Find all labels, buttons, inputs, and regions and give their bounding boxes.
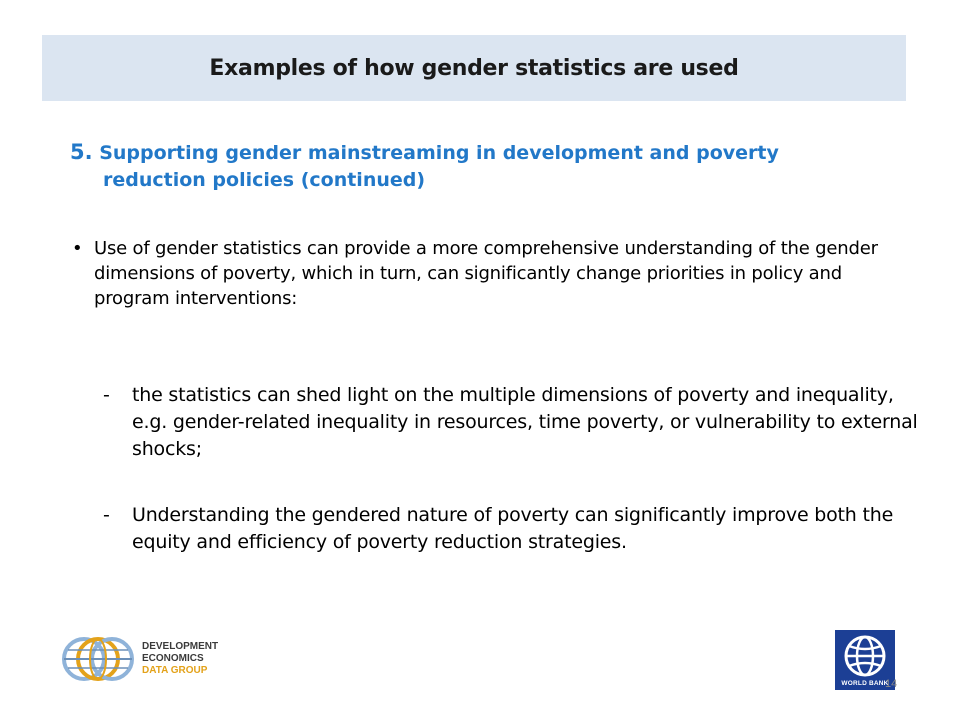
logo-line-2: DATA GROUP [142,665,208,676]
bullet-item [72,236,892,311]
sub-item-text: Understanding the gendered nature of poverty can significantly improve both the equity and efficiency of poverty reduction strategies. [132,504,894,553]
title-bar [42,35,906,101]
sub-item-marker: - [103,504,110,526]
bullet-marker: • [72,238,83,259]
globe-icon [60,634,136,684]
subtitle-line-1: Supporting gender mainstreaming in development and poverty [99,142,779,164]
sub-item-2 [103,502,918,556]
development-economics-logo [60,630,275,688]
sub-item-marker: - [103,384,110,406]
logo-wordmark [142,641,275,677]
world-bank-globe-icon [835,632,895,682]
subtitle-line-2: reduction policies (continued) [103,169,426,191]
section-subtitle [70,139,900,194]
sub-item-1 [103,382,918,463]
slide-title: Examples of how gender statistics are used [209,55,739,81]
page-number: 14 [885,678,898,690]
bullet-text: Use of gender statistics can provide a more comprehensive understanding of the gender dimensions of poverty, which in turn, can significantly change priorities in policy and program interventions: [94,238,878,309]
world-bank-label: WORLD BANK [841,680,889,687]
logo-line-1: DEVELOPMENT ECONOMICS [142,641,219,664]
sub-item-text: the statistics can shed light on the multiple dimensions of poverty and inequality, e.g. gender-related inequality in resources, time poverty, or vulnerability to external shocks; [132,384,918,460]
subtitle-number: 5. [70,140,93,164]
